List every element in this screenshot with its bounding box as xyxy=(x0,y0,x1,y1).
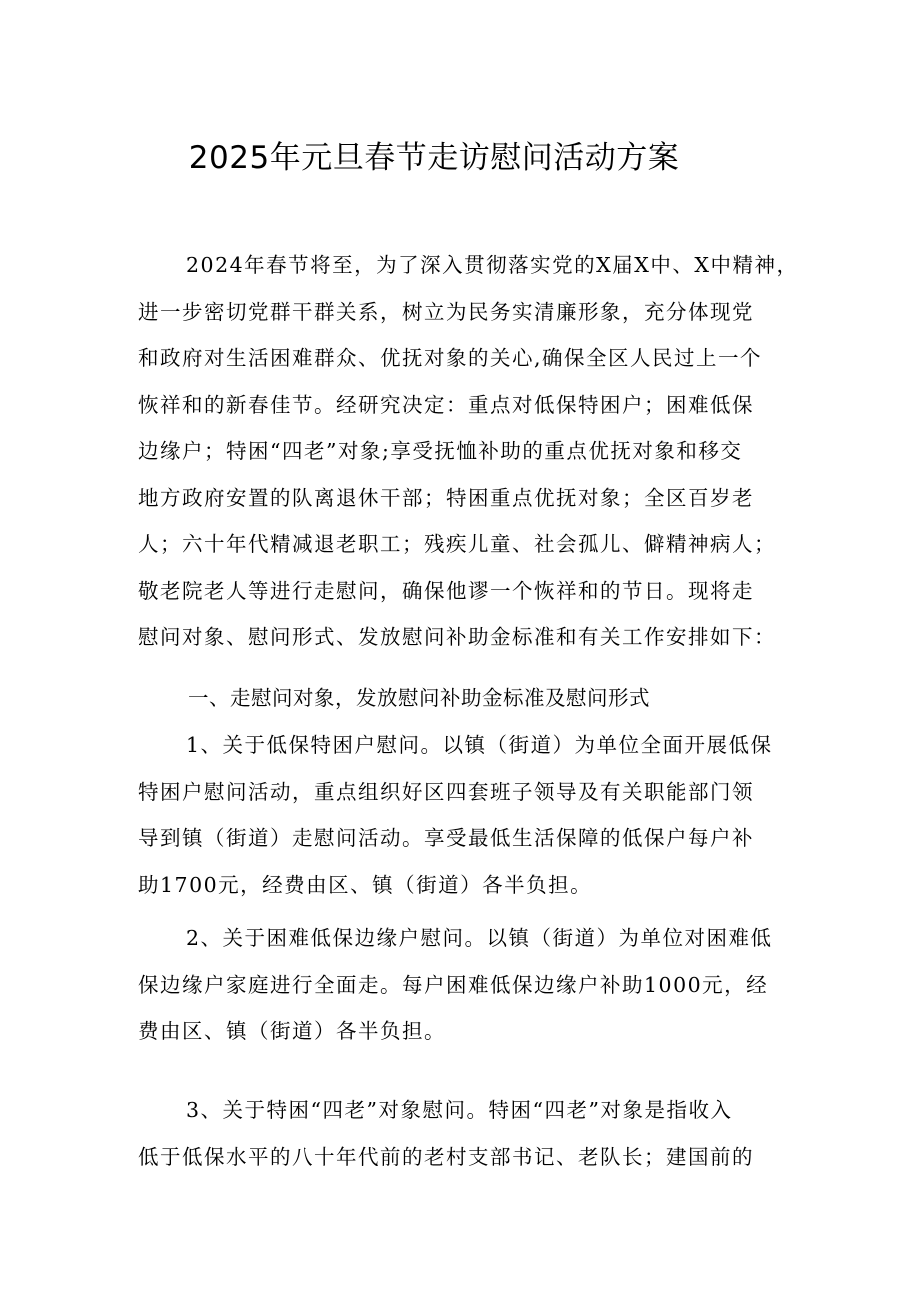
paragraph-line: 导到镇（街道）走慰问活动。享受最低生活保障的低保户每户补 xyxy=(138,826,754,850)
item-3-paragraph xyxy=(138,1087,798,1180)
paragraph-line: 敬老院老人等进行走慰问，确保他谬一个恢祥和的节日。现将走 xyxy=(138,578,754,603)
paragraph-line: 低于低保水平的八十年代前的老村支部书记、老队长；建国前的 xyxy=(138,1144,754,1169)
paragraph-line: 保边缘户家庭进行全面走。每户困难低保边缘户补助1000元，经 xyxy=(138,972,769,997)
paragraph-line: 进一步密切党群干群关系，树立为民务实清廉形象，充分体现党 xyxy=(138,299,754,324)
paragraph-line: 恢祥和的新春佳节。经研究决定：重点对低保特困户；困难低保 xyxy=(138,392,754,417)
paragraph-line: 特困户慰问活动，重点组织好区四套班子领导及有关职能部门领 xyxy=(138,779,754,804)
paragraph-line: 2、关于困难低保边缘户慰问。以镇（街道）为单位对困难低 xyxy=(186,926,773,950)
section-heading: 一、走慰问对象，发放慰问补助金标准及慰问形式 xyxy=(188,686,650,710)
paragraph-line: 1、关于低保特困户慰问。以镇（街道）为单位全面开展低保 xyxy=(186,733,773,757)
paragraph-line: 费由区、镇（街道）各半负担。 xyxy=(138,1019,446,1043)
item-1-paragraph xyxy=(138,722,798,908)
paragraph-line: 3、关于特困“四老”对象慰问。特困“四老”对象是指收入 xyxy=(186,1098,733,1122)
paragraph-line: 人；六十年代精减退老职工；残疾儿童、社会孤儿、僻精神病人； xyxy=(138,532,776,556)
intro-paragraph xyxy=(138,242,798,661)
paragraph-line: 和政府对生活困难群众、优抚对象的关心,确保全区人民过上一个 xyxy=(138,346,763,370)
paragraph-line: 边缘户；特困“四老”对象;享受抚恤补助的重点优抚对象和移交 xyxy=(138,439,743,463)
item-2-paragraph xyxy=(138,915,798,1055)
paragraph-line: 助1700元，经费由区、镇（街道）各半负担。 xyxy=(138,872,593,897)
document-title: 2025年元旦春节走访慰问活动方案 xyxy=(188,140,680,176)
paragraph-line: 2024年春节将至，为了深入贯彻落实党的X届X中、X中精神， xyxy=(186,253,799,277)
paragraph-line: 慰问对象、慰问形式、发放慰问补助金标准和有关工作安排如下： xyxy=(138,625,776,649)
paragraph-line: 地方政府安置的队离退休干部；特困重点优抚对象；全区百岁老 xyxy=(138,485,754,510)
